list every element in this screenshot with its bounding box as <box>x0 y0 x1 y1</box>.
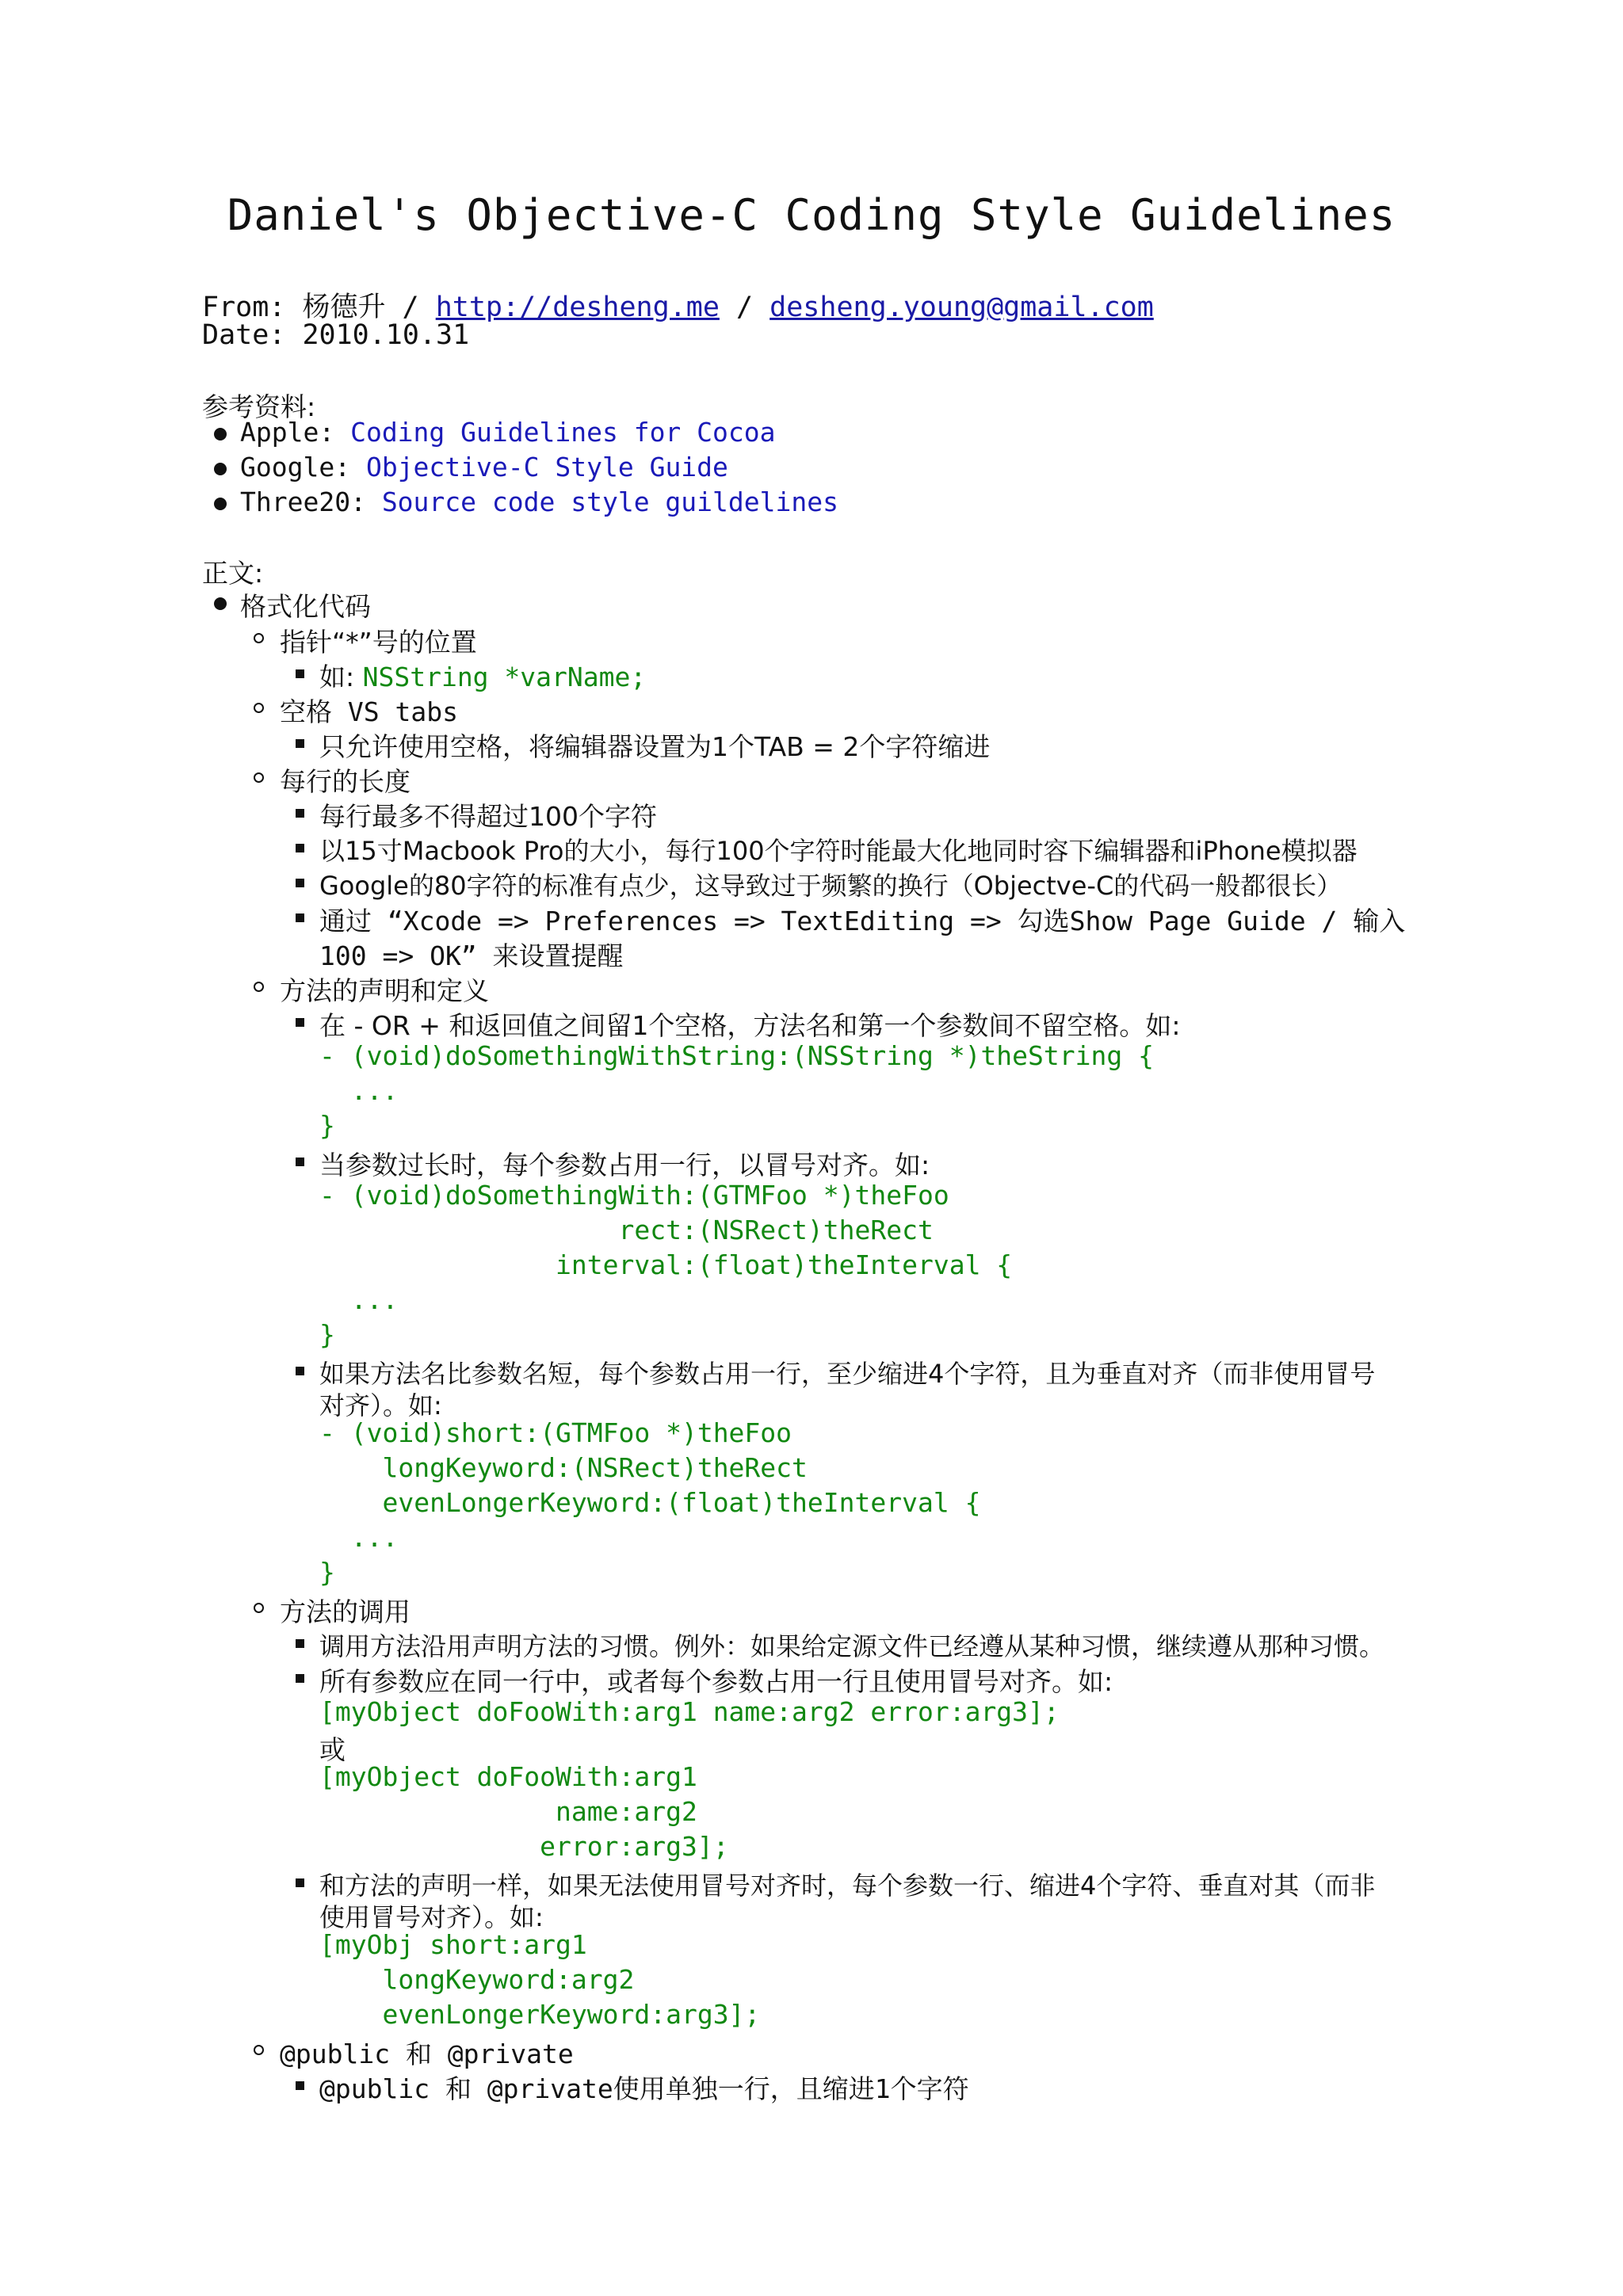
body-heading: 正文: <box>202 558 264 589</box>
circle-bullet-icon <box>254 772 264 783</box>
call-item: 所有参数应在同一行中，或者每个参数占用一行且使用冒号对齐。如: <box>319 1666 1113 1697</box>
code-line: evenLongerKeyword:(float)theInterval { <box>319 1487 981 1518</box>
code-line: [myObject doFooWith:arg1 <box>319 1761 697 1792</box>
ref-prefix: Three20: <box>240 486 382 517</box>
square-bullet-icon <box>296 879 304 887</box>
square-bullet-icon <box>296 1674 304 1683</box>
decl-item: 如果方法名比参数名短，每个参数占用一行，至少缩进4个字符，且为垂直对齐（而非使用冒号 <box>319 1359 1376 1389</box>
item-text: 如: <box>319 662 363 692</box>
ref-prefix: Google: <box>240 452 366 482</box>
ref-link-three20[interactable]: Source code style guildelines <box>381 486 838 517</box>
bullet-icon <box>214 428 227 441</box>
ref-item-three20 <box>240 486 838 517</box>
ref-link-apple[interactable]: Coding Guidelines for Cocoa <box>350 417 776 448</box>
separator: / <box>736 292 754 323</box>
length-item-continued: 100 => OK” 来设置提醒 <box>319 940 624 971</box>
square-bullet-icon <box>296 1878 304 1887</box>
ref-item-google <box>240 452 728 482</box>
square-bullet-icon <box>296 809 304 818</box>
code-line: ... <box>319 1284 399 1315</box>
square-bullet-icon <box>296 669 304 678</box>
call-item-continued: 使用冒号对齐）。如: <box>319 1902 544 1932</box>
subsection-declaration: 方法的声明和定义 <box>280 975 489 1006</box>
date-label: Date: <box>202 319 286 351</box>
square-bullet-icon <box>296 1018 304 1027</box>
circle-bullet-icon <box>254 1603 264 1613</box>
code-line: [myObject doFooWith:arg1 name:arg2 error:arg3]; <box>319 1696 1060 1727</box>
circle-bullet-icon <box>254 633 264 643</box>
separator: / <box>402 292 419 323</box>
bullet-icon <box>214 498 227 510</box>
circle-bullet-icon <box>254 2045 264 2055</box>
code-line: - (void)short:(GTMFoo *)theFoo <box>319 1417 792 1448</box>
code-line: } <box>319 1319 335 1350</box>
subsection-pointer: 指针“*”号的位置 <box>280 627 477 658</box>
code-line: rect:(NSRect)theRect <box>319 1215 934 1245</box>
site-link[interactable]: http://desheng.me <box>435 292 720 323</box>
square-bullet-icon <box>296 1367 304 1375</box>
code-line: ... <box>319 1075 399 1106</box>
call-item: 和方法的声明一样，如果无法使用冒号对齐时，每个参数一行、缩进4个字符、垂直对其（而非 <box>319 1871 1376 1901</box>
code-line: interval:(float)theInterval { <box>319 1249 1013 1280</box>
ref-item-apple <box>240 417 776 448</box>
code-line: name:arg2 <box>319 1796 697 1827</box>
decl-item: 在 - OR + 和返回值之间留1个空格，方法名和第一个参数间不留空格。如: <box>319 1010 1181 1041</box>
square-bullet-icon <box>296 739 304 748</box>
refs-heading: 参考资料: <box>202 391 316 422</box>
email-link[interactable]: desheng.young@gmail.com <box>769 292 1154 323</box>
decl-item-continued: 对齐）。如: <box>319 1390 442 1421</box>
date-value: 2010.10.31 <box>302 319 470 351</box>
code-line: - (void)doSomethingWithString:(NSString *)theString { <box>319 1040 1154 1071</box>
bullet-icon <box>214 597 227 610</box>
subsection-tabs: 空格 VS tabs <box>280 696 458 727</box>
length-item: Google的80字符的标准有点少，这导致过于频繁的换行（Objectve-C的代码一般都很长） <box>319 871 1342 901</box>
subsection-access: @public 和 @private <box>280 2039 574 2069</box>
circle-bullet-icon <box>254 703 264 713</box>
code-line: error:arg3]; <box>319 1831 729 1862</box>
square-bullet-icon <box>296 2081 304 2090</box>
author-name: 杨德升 <box>302 292 386 323</box>
from-label: From: <box>202 292 286 323</box>
code-line: } <box>319 1557 335 1588</box>
length-item: 以15寸Macbook Pro的大小，每行100个字符时能最大化地同时容下编辑器和iPhone模拟器 <box>319 836 1358 866</box>
bullet-icon <box>214 463 227 475</box>
code-line: longKeyword:(NSRect)theRect <box>319 1452 808 1483</box>
page-title: Daniel's Objective-C Coding Style Guidelines <box>227 190 1396 240</box>
square-bullet-icon <box>296 1158 304 1166</box>
or-text: 或 <box>319 1734 346 1765</box>
tabs-item: 只允许使用空格，将编辑器设置为1个TAB = 2个字符缩进 <box>319 731 991 762</box>
square-bullet-icon <box>296 1639 304 1648</box>
code-line: - (void)doSomethingWith:(GTMFoo *)theFoo <box>319 1180 949 1211</box>
section-title: 格式化代码 <box>240 591 371 622</box>
code-line: } <box>319 1110 335 1141</box>
length-item: 每行最多不得超过100个字符 <box>319 801 657 832</box>
access-item: @public 和 @private使用单独一行，且缩进1个字符 <box>319 2073 969 2104</box>
code-line: ... <box>319 1522 399 1553</box>
code-line: [myObj short:arg1 <box>319 1929 587 1960</box>
subsection-call: 方法的调用 <box>280 1596 411 1627</box>
code-line: longKeyword:arg2 <box>319 1964 635 1995</box>
call-item: 调用方法沿用声明方法的习惯。例外：如果给定源文件已经遵从某种习惯，继续遵从那种习惯。 <box>319 1631 1385 1661</box>
square-bullet-icon <box>296 913 304 922</box>
ref-prefix: Apple: <box>240 417 351 448</box>
circle-bullet-icon <box>254 982 264 992</box>
date-line <box>202 319 469 351</box>
decl-item: 当参数过长时，每个参数占用一行，以冒号对齐。如: <box>319 1150 930 1180</box>
square-bullet-icon <box>296 844 304 852</box>
length-item: 通过 “Xcode => Preferences => TextEditing => 勾选Show Page Guide / 输入 <box>319 906 1406 936</box>
code-line: evenLongerKeyword:arg3]; <box>319 1999 761 2030</box>
code-snippet: NSString *varName; <box>362 662 647 692</box>
pointer-item <box>319 657 646 694</box>
subsection-length: 每行的长度 <box>280 766 411 797</box>
ref-link-google[interactable]: Objective-C Style Guide <box>365 452 728 482</box>
